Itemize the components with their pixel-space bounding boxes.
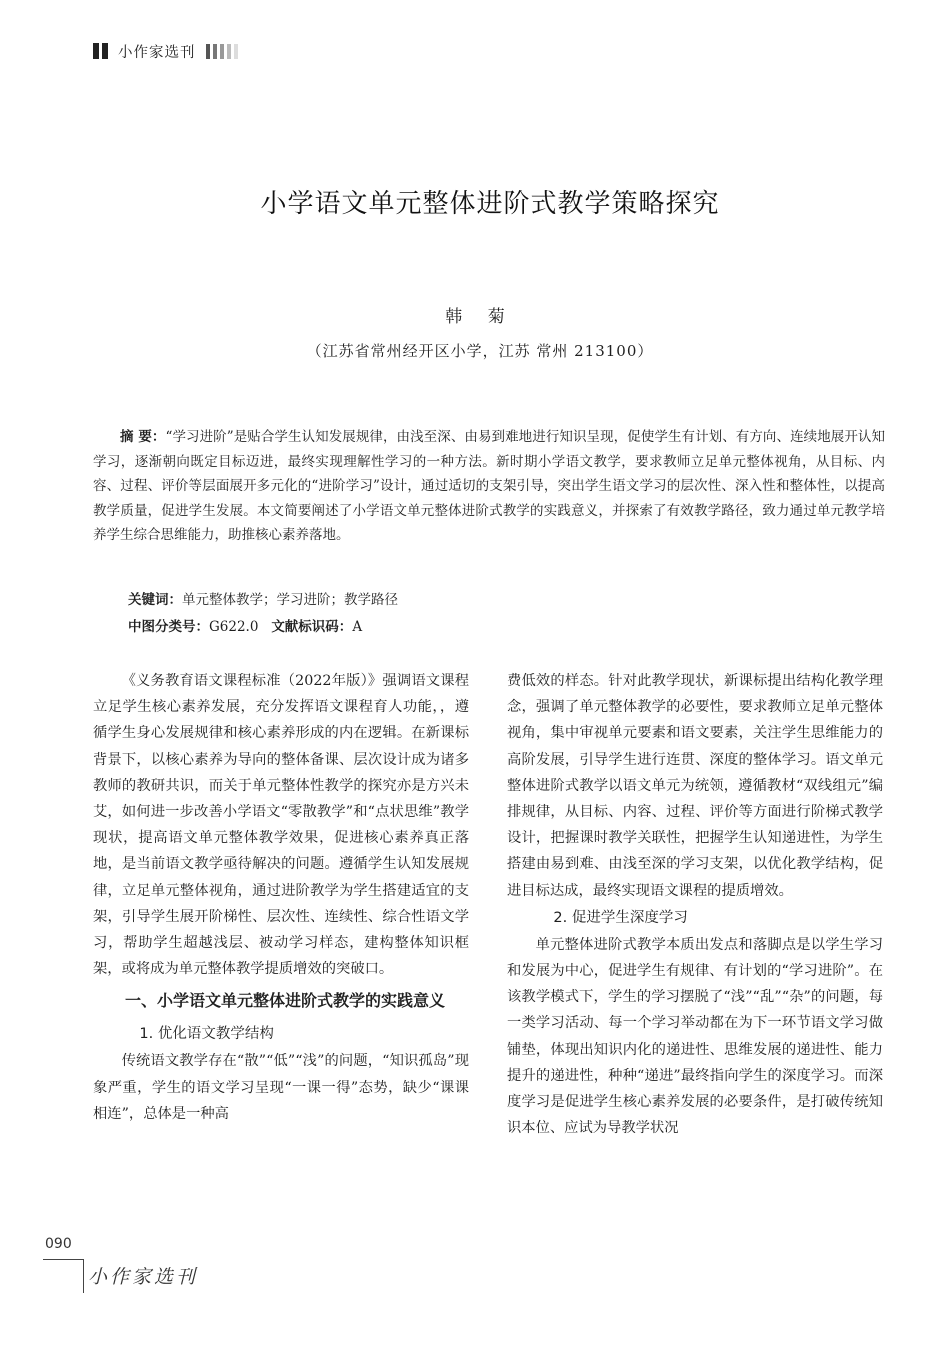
journal-name: 小作家选刊 <box>118 44 196 61</box>
abstract-label: 摘 要： <box>120 429 166 445</box>
header-block-mark <box>93 43 99 59</box>
clc-label: 中图分类号： <box>128 619 209 635</box>
clc-value: G622.0 <box>209 619 259 635</box>
keywords <box>128 588 398 608</box>
subsection-heading: 1. 优化语文教学结构 <box>139 1026 274 1043</box>
gradient-bar <box>213 44 217 59</box>
body-paragraph: 传统语文教学存在“散”“低”“浅”的问题，“知识孤岛”现象严重，学生的语文学习呈现“一课一得”态势，缺少“课课相连”，总体是一种高 <box>93 1053 469 1122</box>
keywords-text: 单元整体教学；学习进阶；教学路径 <box>182 592 398 608</box>
author-affiliation: （江苏省常州经开区小学，江苏 常州 213100） <box>306 342 654 360</box>
footer-vertical-rule <box>83 1259 84 1293</box>
body-paragraph: 《义务教育语文课程标准（2022年版）》强调语文课程立足学生核心素养发展，充分发挥语文课程育人功能，，遵循学生身心发展规律和核心素养形成的内在逻辑。在新课标背景下，以核心素养为导向的整体备课、层次设计成为诸多教师的教研共识，而关于单元整体性教学的探究亦是方兴未艾，如何进一步改善小学语文“零散教学”和“点状思维”教学现状，提高语文单元整体教学效果，促进核心素养真正落地，是当前语文教学亟待解决的问题。遵循学生认知发展规律，立足单元整体视角，通过进阶教学为学生搭建适宜的支架，引导学生展开阶梯性、层次性、连续性、综合性语文学习，帮助学生超越浅层、被动学习样态，建构整体知识框架，或将成为单元整体教学提质增效的突破口。 <box>93 673 469 978</box>
right-column <box>507 668 883 1141</box>
header-block-mark <box>102 43 108 59</box>
header-gradient-bars <box>206 44 241 59</box>
running-header <box>93 38 241 64</box>
gradient-bar <box>206 44 210 59</box>
abstract <box>93 425 885 548</box>
gradient-bar <box>234 44 238 59</box>
journal-logo: 小作家选刊 <box>88 1266 199 1288</box>
keywords-label: 关键词： <box>128 592 182 608</box>
subsection-heading: 2. 促进学生深度学习 <box>553 909 688 926</box>
abstract-text: “学习进阶”是贴合学生认知发展规律，由浅至深、由易到难地进行知识呈现，促使学生有计划、有方向、连续地展开认知学习，逐渐朝向既定目标迈进，最终实现理解性学习的一种方法。新时期小学语文教学，要求教师立足单元整体视角，从目标、内容、过程、评价等层面展开多元化的“进阶学习”设计，通过适切的支架引导，突出学生语文学习的层次性、深入性和整体性，以提高教学质量，促进学生发展。本文简要阐述了小学语文单元整体进阶式教学的实践意义，并探索了有效教学路径，致力通过单元教学培养学生综合思维能力，助推核心素养落地。 <box>93 429 885 543</box>
page-number: 090 <box>45 1236 72 1252</box>
body-paragraph: 费低效的样态。针对此教学现状，新课标提出结构化教学理念，强调了单元整体教学的必要性，要求教师立足单元整体视角，集中审视单元要素和语文要素，关注学生思维能力的高阶发展，引导学生进行连贯、深度的整体学习。语文单元整体进阶式教学以语文单元为统领，遵循教材“双线组元”编排规律，从目标、内容、过程、评价等方面进行阶梯式教学设计，把握课时教学关联性，把握学生认知递进性，为学生搭建由易到难、由浅至深的学习支架，以优化教学结构，促进目标达成，最终实现语文课程的提质增效。 <box>507 673 883 899</box>
body-paragraph: 单元整体进阶式教学本质出发点和落脚点是以学生学习和发展为中心，促进学生有规律、有计划的“学习进阶”。在该教学模式下，学生的学习摆脱了“浅”“乱”“杂”的问题，每一类学习活动、每一个学习举动都在为下一环节语文学习做铺垫，体现出知识内化的递进性、思维发展的递进性、能力提升的递进性，种种“递进”最终指向学生的深度学习。而深度学习是促进学生核心素养发展的必要条件，是打破传统知识本位、应试为导教学状况 <box>507 936 883 1137</box>
gradient-bar <box>220 44 224 59</box>
left-column <box>93 668 469 1127</box>
author-name: 韩 菊 <box>445 307 515 327</box>
article-title: 小学语文单元整体进阶式教学策略探究 <box>260 189 720 219</box>
section-heading: 一、小学语文单元整体进阶式教学的实践意义 <box>125 991 446 1011</box>
classification <box>128 615 362 635</box>
footer-rule <box>43 1259 83 1260</box>
doc-code-value: A <box>352 619 363 635</box>
gradient-bar <box>227 44 231 59</box>
doc-code-label: 文献标识码： <box>271 619 353 635</box>
